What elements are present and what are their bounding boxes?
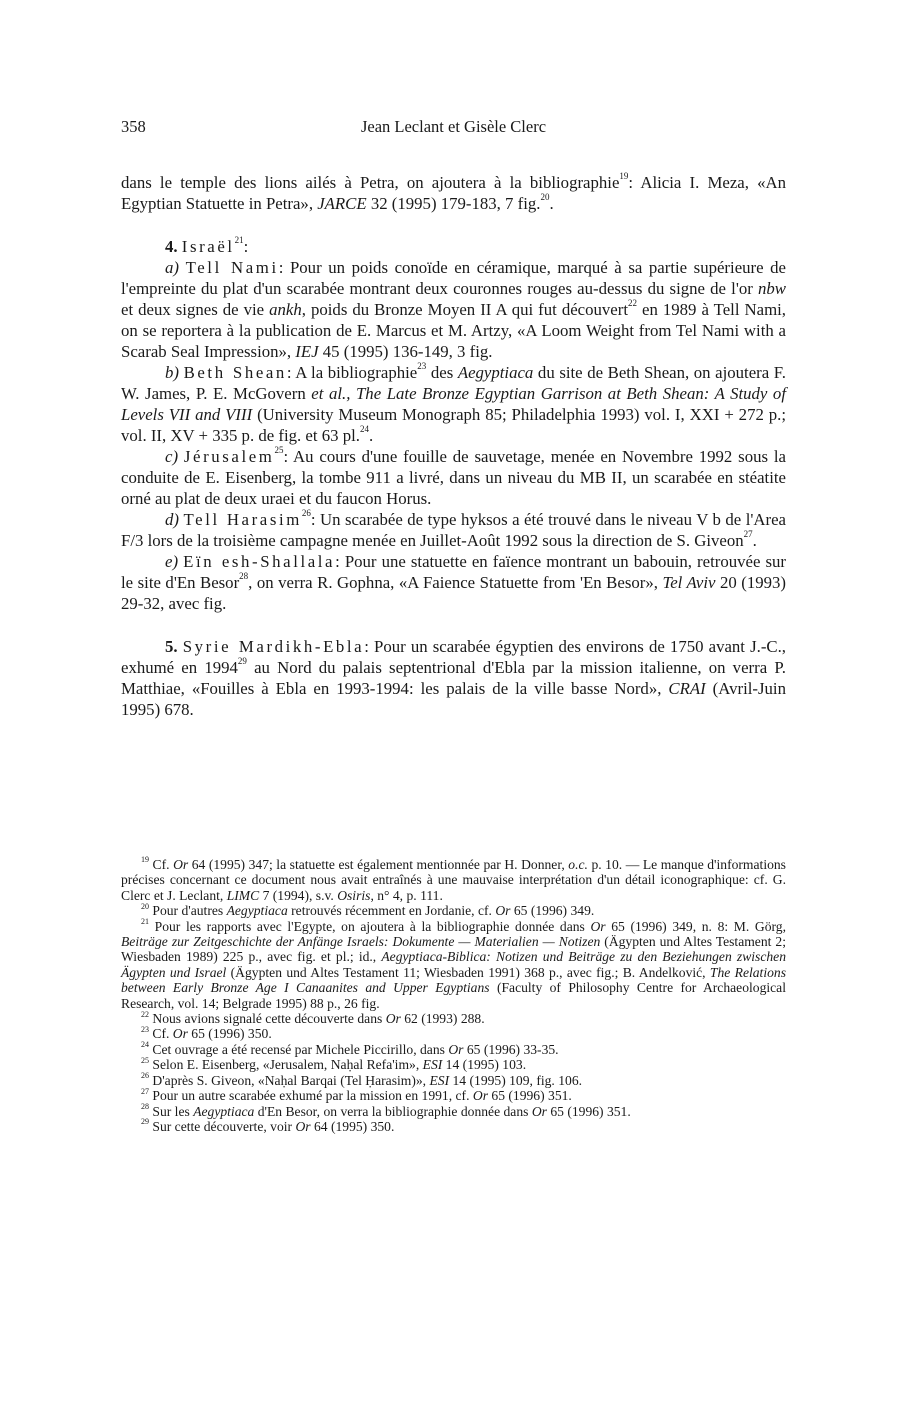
text-run: : A la bibliographie — [286, 363, 418, 382]
text-run: (University Museum Monograph 85; Philadelphia 1993) vol. I, XXI + 272 p.; vol. II, XV + 335 p. de fig. et 63 pl. — [121, 405, 786, 445]
footnote-ref: 22 — [141, 1009, 149, 1019]
text-run: et al., The Late Bronze Egyptian Garrison at Beth Shean: A Study of Levels VII and VIII — [121, 384, 786, 424]
paragraph-4c — [121, 446, 786, 509]
text-run: c) — [165, 447, 179, 466]
text-run: , poids du Bronze Moyen II A qui fut découvert — [301, 300, 628, 319]
text-run: : — [243, 237, 249, 256]
text-run: 62 (1993) 288. — [400, 1011, 485, 1027]
text-run: Aegyptiaca — [457, 363, 534, 382]
paragraph-4d — [121, 509, 786, 551]
footnote-ref: 26 — [301, 508, 311, 519]
footnote-23 — [121, 1026, 786, 1041]
text-run: au Nord du palais septentrional d'Ebla par la mission italienne, on verra P. Matthiae, «Fouilles à Ebla en 1993-1994: les palais de la ville basse Nord», — [121, 658, 786, 698]
footnote-25 — [121, 1057, 786, 1072]
footnote-ref: 21 — [141, 917, 149, 927]
footnote-21 — [121, 919, 786, 1011]
text-run: : Pour un scarabée égyptien des environs de 1750 avant J.-C., exhumé en 1994 — [121, 637, 786, 677]
text-run: ESI — [422, 1057, 443, 1073]
text-run: (Ägypten und Altes Testament 11; Wiesbaden 1991) 368 p., avec fig.; B. Andelković, — [226, 964, 710, 980]
text-run: Aegyptiaca-Biblica: Notizen und Beiträge zu den Beziehungen zwischen Ägypten und Israel — [121, 949, 786, 980]
text-run: et deux signes de vie — [121, 300, 270, 319]
section-4-heading — [121, 236, 786, 257]
text-run: LIMC — [226, 887, 260, 903]
text-run: Cet ouvrage a été recensé par Michele Piccirillo, dans — [149, 1041, 449, 1057]
text-run: Tel Aviv — [662, 573, 716, 592]
text-run: (Avril-Juin 1995) 678. — [121, 679, 786, 719]
text-run: , n° 4, p. 111. — [370, 887, 443, 903]
footnote-ref: 24 — [359, 424, 369, 435]
text-run: : Un scarabée de type hyksos a été trouvé dans le niveau V b de l'Area F/3 lors de la troisième campagne menée en Juillet-Août 1992 sous la direction de S. Giveon — [121, 510, 786, 550]
footnote-ref: 25 — [141, 1055, 149, 1065]
footnote-19 — [121, 857, 786, 903]
footnote-ref: 24 — [141, 1040, 149, 1050]
paragraph-4b — [121, 362, 786, 446]
text-run: 14 (1995) 103. — [442, 1057, 527, 1073]
text-run: p. 10. — Le manque d'informations précises concernant ce document nous avait entraînés à une mauvaise interprétation d'un détail iconographique: cf. G. Clerc et J. Leclant, — [121, 857, 786, 903]
footnotes — [121, 857, 786, 1134]
text-run: Or — [472, 1088, 488, 1104]
footnote-ref: 28 — [141, 1101, 149, 1111]
text-run: Tell Nami — [185, 258, 279, 277]
text-run: Nous avions signalé cette découverte dans — [149, 1011, 386, 1027]
text-run: Or — [172, 1026, 188, 1042]
footnote-ref: 28 — [239, 571, 249, 582]
text-run: 65 (1996) 349, n. 8: M. Görg, — [605, 918, 786, 934]
page-number: 358 — [121, 117, 146, 136]
paragraph-5 — [121, 636, 786, 720]
text-run: Or — [590, 918, 606, 934]
footnote-ref: 22 — [628, 298, 637, 309]
text-run: (Ägypten und Altes Testament 2; Wiesbaden 1989) 225 p., avec fig. et pl.; id., — [121, 934, 786, 965]
intro-paragraph — [121, 172, 786, 214]
footnote-ref: 29 — [141, 1117, 149, 1127]
text-run: Israël — [181, 237, 235, 256]
page-header — [121, 117, 786, 141]
footnote-28 — [121, 1101, 786, 1119]
footnote-ref: 19 — [141, 855, 149, 865]
text-run: 64 (1995) 350. — [310, 1118, 395, 1134]
text-run: Or — [295, 1118, 311, 1134]
footnote-ref: 26 — [141, 1071, 149, 1081]
text-run: CRAI — [668, 679, 706, 698]
text-run: 64 (1995) 347; la statuette est également mentionnée par H. Donner, — [188, 857, 569, 872]
text-run: . — [549, 194, 554, 213]
text-run: 65 (1996) 351. — [488, 1088, 572, 1104]
footnote-ref: 27 — [743, 529, 753, 540]
text-run: Cf. — [149, 1026, 173, 1042]
text-run: Aegyptiaca — [193, 1103, 255, 1119]
footnote-26 — [121, 1073, 786, 1088]
text-run: . — [368, 426, 374, 445]
text-run: The Relations between Early Bronze Age I Canaanites and Upper Egyptians — [121, 964, 786, 996]
footnote-ref: 29 — [237, 656, 247, 667]
text-run: 32 (1995) 179-183, 7 fig. — [366, 194, 541, 213]
running-title: Jean Leclant et Gisèle Clerc — [360, 117, 547, 136]
footnote-ref: 23 — [417, 361, 427, 372]
footnote-20 — [121, 903, 786, 918]
text-run: Sur les — [149, 1103, 194, 1119]
paragraph-4e — [121, 551, 786, 614]
text-run: des — [426, 363, 458, 382]
main-text — [121, 172, 786, 720]
text-run: ESI — [429, 1072, 450, 1088]
text-run: b) — [165, 363, 179, 382]
text-run: 65 (1996) 351. — [546, 1103, 631, 1119]
text-run: Osiris — [337, 887, 371, 903]
footnote-ref: 20 — [141, 901, 149, 911]
text-run: 65 (1996) 33-35. — [463, 1041, 559, 1057]
text-run: Eïn esh-Shallala — [183, 552, 336, 571]
text-run: (Faculty of Philosophy Centre for Archaeological Research, vol. 14; Belgrade 1995) 88 p., 26 fig. — [121, 980, 786, 1011]
text-run: Pour les rapports avec l'Egypte, on ajoutera à la bibliographie donnée dans — [149, 918, 591, 934]
text-run: . — [752, 531, 757, 550]
text-run: 65 (1996) 350. — [187, 1026, 272, 1042]
footnote-ref: 21 — [234, 235, 244, 246]
text-run: Pour d'autres — [149, 903, 227, 919]
text-run: 20 (1993) 29-32, avec fig. — [121, 573, 786, 613]
text-run: Syrie Mardikh-Ebla — [182, 637, 365, 656]
text-run: : Alicia I. Meza, «An Egyptian Statuette in Petra», — [121, 173, 786, 213]
text-run: o.c. — [568, 857, 588, 872]
footnote-ref: 23 — [141, 1024, 149, 1034]
footnote-ref: 19 — [619, 171, 629, 182]
text-run: 45 (1995) 136-149, 3 fig. — [318, 342, 493, 361]
text-run: d) — [165, 510, 179, 529]
text-run: 7 (1994), s.v. — [259, 887, 338, 903]
text-run: du site de Beth Shean, on ajoutera F. W. James, P. E. McGovern — [121, 363, 786, 403]
footnote-ref: 20 — [540, 192, 550, 203]
footnote-27 — [121, 1088, 786, 1103]
text-run: D'après S. Giveon, «Naḥal Barqai (Tel Ḥarasim)», — [149, 1072, 430, 1088]
footnote-29 — [121, 1119, 786, 1134]
text-run: 5. — [165, 637, 178, 656]
footnote-ref: 25 — [274, 445, 284, 456]
text-run: Sur cette découverte, voir — [149, 1118, 296, 1134]
text-run: Or — [448, 1041, 464, 1057]
text-run: en 1989 à Tell Nami, on se reportera à la publication de E. Marcus et M. Artzy, «A Loom Weight from Tel Nami with a Scarab Seal Impression», — [121, 300, 786, 361]
text-run: 4. — [165, 237, 178, 256]
text-run: Aegyptiaca — [226, 903, 288, 919]
text-run: : Pour un poids conoïde en céramique, marqué à sa partie supérieure de l'empreinte du plat d'un scarabée montrant deux couronnes rouges au-dessus du signe de l'or — [121, 258, 786, 298]
paragraph-4a — [121, 257, 786, 362]
text-run: 14 (1995) 109, fig. 106. — [449, 1072, 583, 1088]
text-run: dans le temple des lions ailés à Petra, on ajoutera à la bibliographie — [121, 173, 620, 192]
text-run: retrouvés récemment en Jordanie, cf. — [287, 903, 496, 919]
text-run: Pour un autre scarabée exhumé par la mission en 1991, cf. — [149, 1088, 473, 1104]
text-run: : Au cours d'une fouille de sauvetage, menée en Novembre 1992 sous la conduite de E. Eisenberg, la tombe 911 a livré, dans un niveau du MB II, un scarabée en stéatite orné au plat de deux uraei et du faucon Horus. — [121, 447, 786, 508]
text-run: Jérusalem — [183, 447, 275, 466]
text-run: nbw — [758, 279, 786, 298]
text-run: ankh — [269, 300, 302, 319]
text-run: Beth Shean — [183, 363, 287, 382]
footnote-ref: 27 — [141, 1086, 149, 1096]
text-run: Beiträge zur Zeitgeschichte der Anfänge Israels: Dokumente — Materialien — Notizen — [121, 934, 601, 950]
text-run: Or — [173, 857, 189, 872]
footnote-24 — [121, 1042, 786, 1057]
text-run: d'En Besor, on verra la bibliographie donnée dans — [254, 1103, 532, 1119]
text-run: : Pour une statuette en faïence montrant un babouin, retrouvée sur le site d'En Besor — [121, 552, 786, 592]
text-run: Cf. — [149, 857, 174, 872]
text-run: , on verra R. Gophna, «A Faience Statuette from 'En Besor», — [248, 573, 663, 592]
text-run: Or — [385, 1011, 401, 1027]
text-run: e) — [165, 552, 179, 571]
text-run: IEJ — [295, 342, 319, 361]
text-run: Selon E. Eisenberg, «Jerusalem, Naḥal Refa'im», — [149, 1057, 423, 1073]
text-run: 65 (1996) 349. — [510, 903, 595, 919]
text-run: JARCE — [317, 194, 367, 213]
footnote-22 — [121, 1011, 786, 1026]
text-run: Tell Harasim — [183, 510, 302, 529]
text-run: Or — [531, 1103, 547, 1119]
text-run: a) — [165, 258, 179, 277]
text-run: Or — [495, 903, 511, 919]
